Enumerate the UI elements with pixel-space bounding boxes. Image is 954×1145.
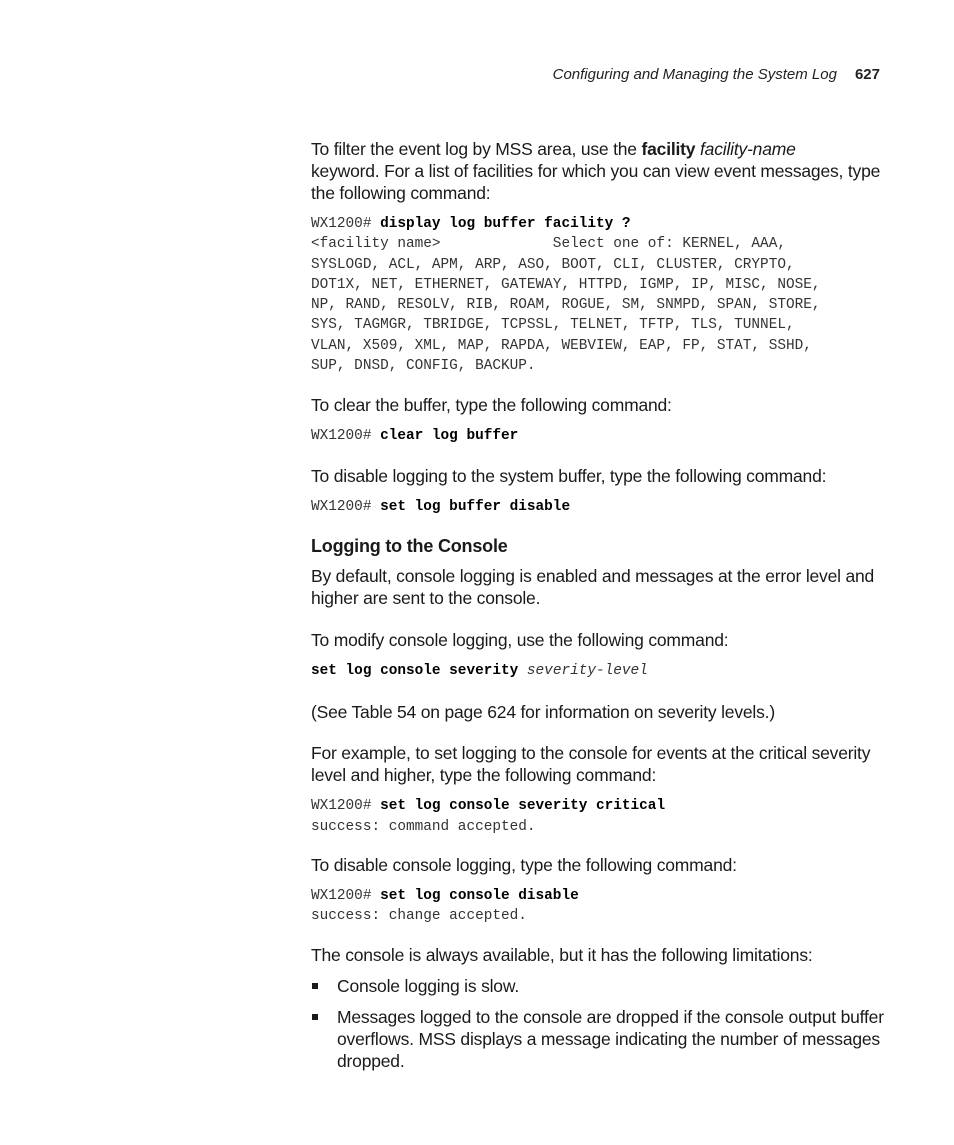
severity-command-block: [311, 796, 901, 837]
cli-output: success: command accepted.: [311, 818, 536, 835]
example-paragraph: For example, to set logging to the console for events at the critical severity level and higher, type the following command:: [311, 743, 871, 786]
cli-prompt: WX1200#: [311, 887, 381, 904]
syntax-command: set log console severity: [311, 662, 527, 679]
see-table-paragraph: (See Table 54 on page 624 for information on severity levels.): [311, 702, 775, 723]
clear-buffer-command: [311, 426, 901, 446]
limitations-paragraph: The console is always available, but it has the following limitations:: [311, 945, 813, 966]
cli-command: set log console disable: [380, 887, 579, 904]
cli-output: success: change accepted.: [311, 908, 527, 925]
limitations-list: [311, 975, 901, 1072]
intro-text: To filter the event log by MSS area, use the: [311, 139, 642, 159]
disable-console-command-block: [311, 886, 901, 927]
facility-keyword: facility: [641, 139, 696, 159]
facility-name-arg: facility-name: [700, 139, 796, 159]
intro-text-continued: keyword. For a list of facilities for which you can view event messages, type the following command:: [311, 161, 881, 203]
cli-command: set log buffer disable: [380, 498, 571, 515]
cli-command: clear log buffer: [380, 428, 519, 445]
list-item-text: Messages logged to the console are dropped if the console output buffer overflows. MSS displays a message indicating the number of messages dropped.: [337, 1007, 884, 1072]
cli-output: <facility name> Select one of: KERNEL, AAA, SYSLOGD, ACL, APM, ARP, ASO, BOOT, CLI, CLUSTER, CRYPTO, DOT1X, NET, ETHERNET, GATEWAY, HTTPD, IGMP, IP, MISC, NOSE, NP, RAND, RESOLV, RIB, ROAM, ROGUE, SM, SNMPD, SPAN, STORE, SYS, TAGMGR, TBRIDGE, TCPSSL, TELNET, TFTP, TLS, TUNNEL, VLAN, X509, XML, MAP, RAPDA, WEBVIEW, EAP, FP, STAT, SSHD, SUP, DNSD, CONFIG, BACKUP.: [311, 236, 821, 375]
square-bullet-icon: [312, 983, 318, 989]
cli-prompt: WX1200#: [311, 428, 381, 445]
section-heading: Logging to the Console: [311, 535, 508, 556]
page-number: 627: [854, 66, 880, 83]
page-content: [311, 138, 901, 1072]
disable-buffer-command: [311, 497, 901, 517]
clear-buffer-paragraph: To clear the buffer, type the following command:: [311, 395, 672, 416]
list-item-text: Console logging is slow.: [337, 976, 519, 997]
running-title: Configuring and Managing the System Log: [552, 66, 837, 83]
cli-prompt: WX1200#: [311, 216, 381, 232]
disable-console-paragraph: To disable console logging, type the following command:: [311, 854, 737, 875]
list-item: [311, 1006, 901, 1072]
facility-intro-paragraph: [311, 138, 901, 204]
facility-command-block: [311, 214, 901, 376]
page-header: [553, 66, 880, 83]
square-bullet-icon: [312, 1014, 318, 1020]
cli-command: display log buffer facility ?: [380, 216, 631, 232]
cli-command: set log console severity critical: [380, 798, 666, 815]
disable-buffer-paragraph: To disable logging to the system buffer, type the following command:: [311, 465, 827, 486]
console-default-paragraph: By default, console logging is enabled and messages at the error level and higher are sent to the console.: [311, 565, 875, 608]
cli-prompt: WX1200#: [311, 498, 381, 515]
cli-prompt: WX1200#: [311, 798, 381, 815]
modify-console-paragraph: To modify console logging, use the following command:: [311, 629, 729, 650]
list-item: [311, 975, 901, 997]
syntax-block: [311, 661, 901, 681]
syntax-argument: severity-level: [526, 662, 648, 679]
